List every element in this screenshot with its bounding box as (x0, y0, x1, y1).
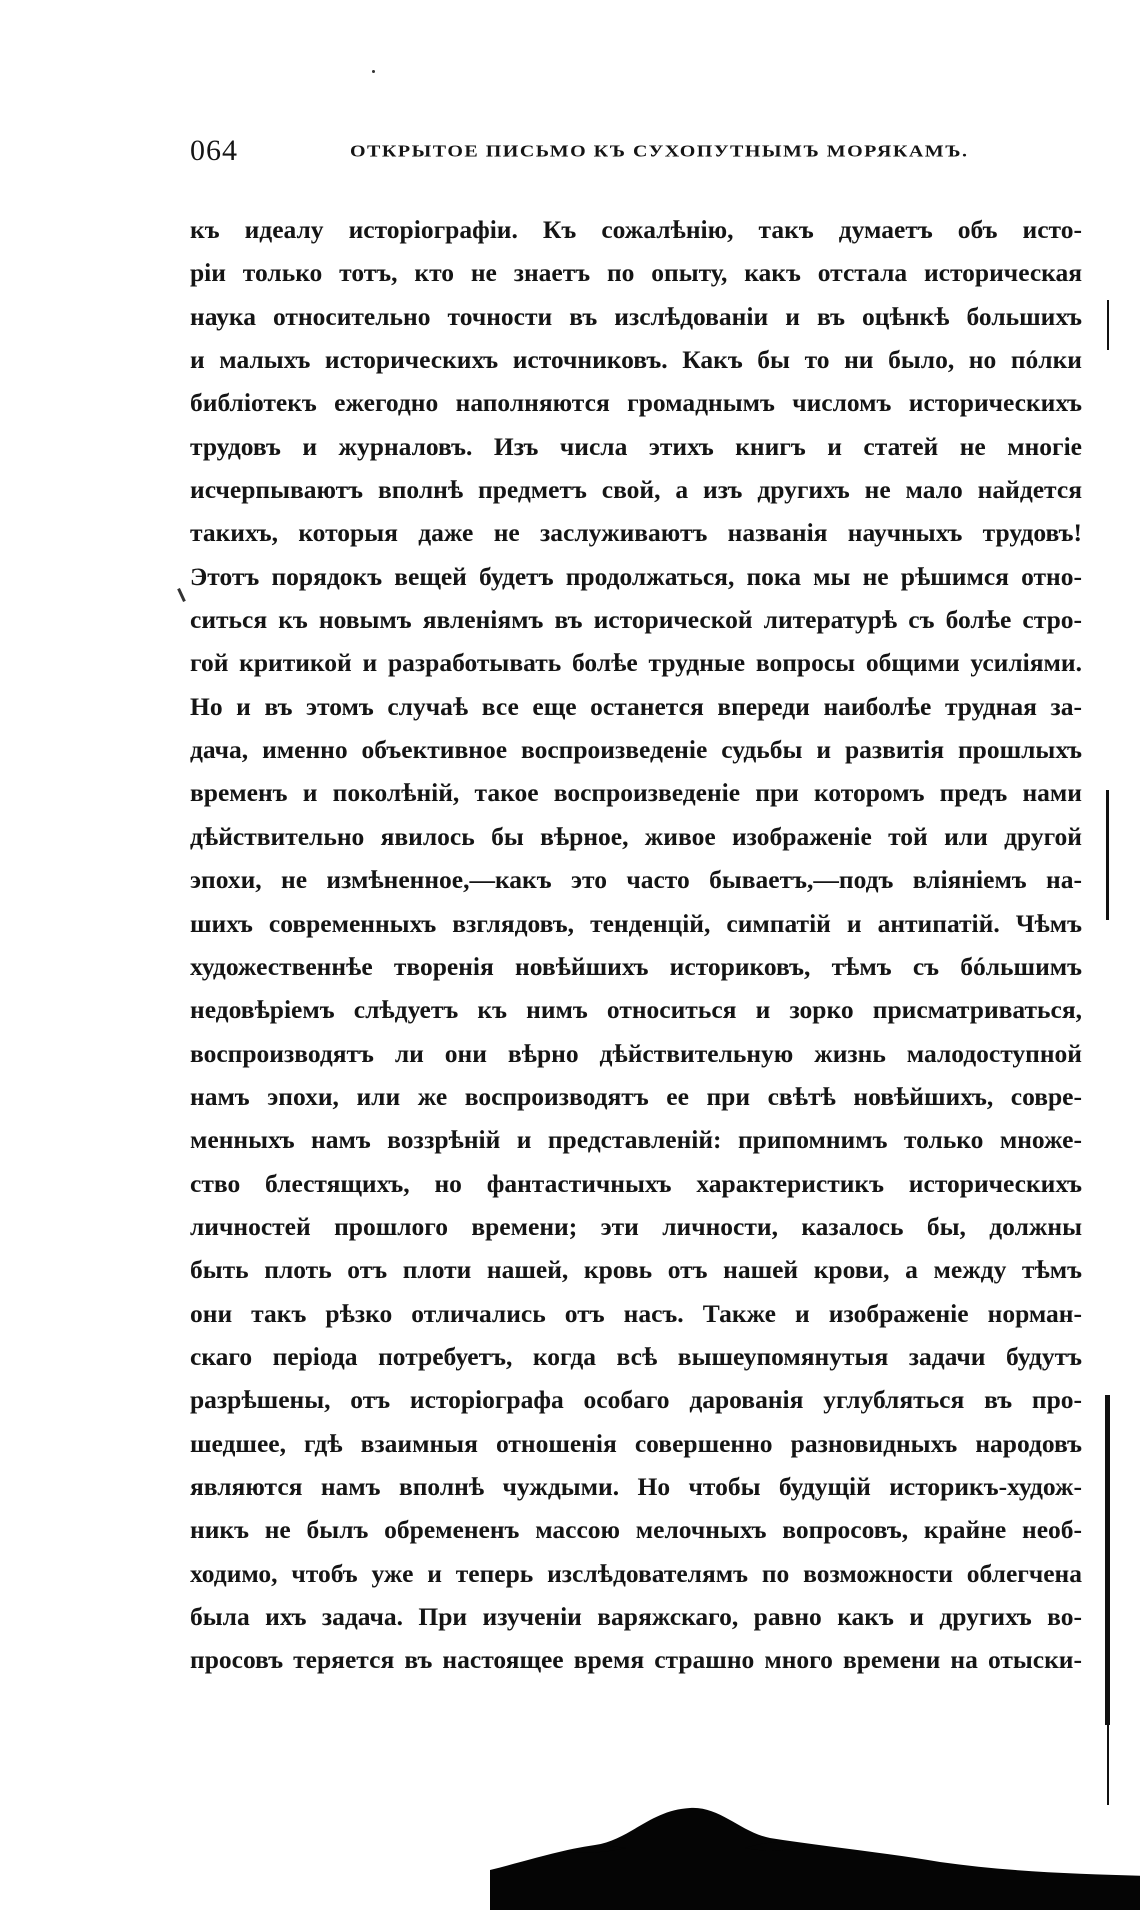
text-line: никъ не былъ обремененъ массою мелочныхъ вопросовъ, крайне необ- (190, 1515, 1082, 1545)
text-line: эпохи, не измѣненное,—какъ это часто бываетъ,—подъ вліяніемъ на- (190, 865, 1082, 895)
text-line: художественнѣе творенія новѣйшихъ историковъ, тѣмъ съ бóльшимъ (190, 951, 1082, 981)
page-edge-shadow (1107, 300, 1109, 350)
text-line: скаго періода потребуетъ, когда всѣ вышеупомянутыя задачи будутъ (190, 1341, 1082, 1371)
text-line: временъ и поколѣній, такое воспроизведеніе при которомъ предъ нами (190, 778, 1082, 808)
text-line: воспроизводятъ ли они вѣрно дѣйствительную жизнь малодоступной (190, 1038, 1082, 1068)
text-line: ситься къ новымъ явленіямъ въ исторической литературѣ съ болѣе стро- (190, 605, 1082, 635)
text-line: исчерпываютъ вполнѣ предметъ свой, а изъ другихъ не мало найдется (190, 475, 1082, 505)
text-line: менныхъ намъ воззрѣній и представленій: припомнимъ только множе- (190, 1125, 1082, 1155)
text-line: дѣйствительно явилось бы вѣрное, живое изображеніе той или другой (190, 821, 1082, 851)
text-line: намъ эпохи, или же воспроизводятъ ее при свѣтѣ новѣйшихъ, совре- (190, 1081, 1082, 1111)
text-line: являются намъ вполнѣ чуждыми. Но чтобы будущій историкъ-худож- (190, 1471, 1082, 1501)
text-line: просовъ теряется въ настоящее время страшно много времени на отыски- (190, 1645, 1082, 1675)
margin-mark (177, 588, 186, 602)
text-line: трудовъ и журналовъ. Изъ числа этихъ книгъ и статей не многіе (190, 431, 1082, 461)
running-head: ОТКРЫТОЕ ПИСЬМО КЪ СУХОПУТНЫМЪ МОРЯКАМЪ. (350, 142, 969, 161)
text-line: Этотъ порядокъ вещей будетъ продолжаться, пока мы не рѣшимся отно- (190, 561, 1082, 591)
text-line: такихъ, которыя даже не заслуживаютъ названія научныхъ трудовъ! (190, 518, 1082, 548)
ink-blot (490, 1790, 1140, 1910)
text-line: къ идеалу исторіографіи. Къ сожалѣнію, такъ думаетъ объ исто- (190, 215, 1082, 244)
text-line: разрѣшены, отъ исторіографа особаго дарованія углубляться въ про- (190, 1385, 1082, 1415)
text-line: ство блестящихъ, но фантастичныхъ характеристикъ историческихъ (190, 1168, 1082, 1198)
text-line: недовѣріемъ слѣдуетъ къ нимъ относиться и зорко присматриваться, (190, 995, 1082, 1025)
text-line: они такъ рѣзко отличались отъ насъ. Также и изображеніе норман- (190, 1298, 1082, 1328)
text-line: ріи только тотъ, кто не знаетъ по опыту, какъ отстала историческая (190, 258, 1082, 288)
text-line: быть плоть отъ плоти нашей, кровь отъ нашей крови, а между тѣмъ (190, 1255, 1082, 1285)
text-line: дача, именно объективное воспроизведеніе судьбы и развитія прошлыхъ (190, 735, 1082, 765)
page-header (190, 134, 1090, 176)
text-line: Но и въ этомъ случаѣ все еще останется впереди наиболѣе трудная за- (190, 691, 1082, 721)
text-line: шедшее, гдѣ взаимныя отношенія совершенно разновидныхъ народовъ (190, 1428, 1082, 1458)
page-number: 064 (190, 134, 238, 167)
body-text (190, 208, 1082, 1682)
scan-speck (372, 70, 375, 73)
page-edge-shadow (1105, 1395, 1110, 1725)
page-edge-shadow (1106, 790, 1109, 920)
text-line: наука относительно точности въ изслѣдованіи и въ оцѣнкѣ большихъ (190, 301, 1082, 331)
text-line: ходимо, чтобъ уже и теперь изслѣдователямъ по возможности облегчена (190, 1558, 1082, 1588)
text-line: личностей прошлого времени; эти личности, казалось бы, должны (190, 1211, 1082, 1241)
text-line: была ихъ задача. При изученіи варяжскаго, равно какъ и другихъ во- (190, 1602, 1082, 1631)
text-line: библіотекъ ежегодно наполняются громаднымъ числомъ историческихъ (190, 388, 1082, 418)
text-line: шихъ современныхъ взглядовъ, тенденцій, симпатій и антипатій. Чѣмъ (190, 908, 1082, 938)
text-line: и малыхъ историческихъ источниковъ. Какъ бы то ни было, но пóлки (190, 345, 1082, 375)
text-line: гой критикой и разработывать болѣе трудные вопросы общими усиліями. (190, 648, 1082, 678)
